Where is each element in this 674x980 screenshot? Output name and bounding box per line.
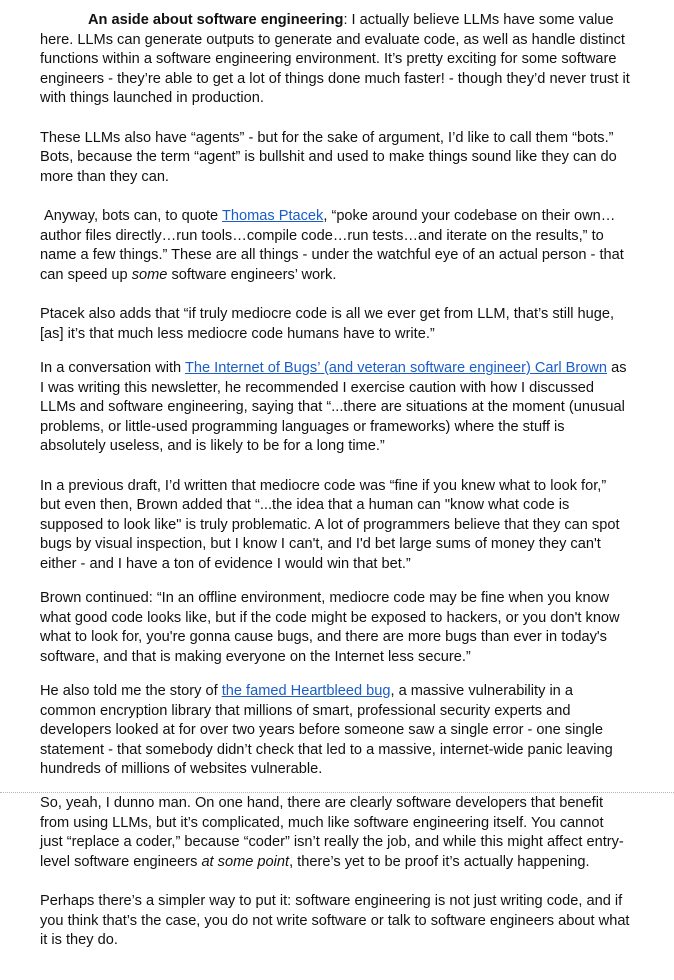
document-body-continued — [40, 794, 630, 951]
paragraph-agents: These LLMs also have “agents” - but for the sake of argument, I’d like to call them “bots.” Bots, because the term “agent” is bullshit and used to make things sound like they can do more than they can. — [40, 129, 617, 185]
paragraph-brown-continued: Brown continued: “In an offline environment, mediocre code may be fine when you know what good code looks like, but if the code might be exposed to hackers, or you don't know what to look for, you're gonna cause bugs, and there are more bugs than ever in today's software, and that is making everyone on the Internet less secure.” — [40, 590, 620, 665]
link-heartbleed-bug[interactable]: the famed Heartbleed bug — [221, 683, 391, 699]
aside-heading: An aside about software engineering — [88, 12, 344, 28]
document-body — [40, 11, 630, 780]
paragraph-conclusion: So, yeah, I dunno man. On one hand, there are clearly software developers that benefit from using LLMs, but it’s complicated, much like software engineering itself. You cannot just “replace a coder,” because “coder” isn’t really the job, and while this might affect entry-level software engineers at some point, there’s yet to be proof it’s actually happening. — [40, 795, 624, 870]
paragraph-previous-draft: In a previous draft, I’d written that mediocre code was “fine if you knew what to look for,” but even then, Brown added that “...the idea that a human can "know what code is supposed to look like" is truly problematic. A lot of programmers believe that they can spot bugs by visual inspection, but I know I can't, and I'd bet large sums of money they can't either - and I have a ton of evidence I would win that bet.” — [40, 477, 620, 572]
link-thomas-ptacek[interactable]: Thomas Ptacek — [221, 208, 324, 224]
paragraph-carl-brown: In a conversation with The Internet of Bugs’ (and veteran software engineer) Carl Brown as I was writing this newsletter, he recommended I exercise caution with how I discussed LLMs and software engineering, saying that “...there are situations at the moment (unusual problems, or little-used programming languages or frameworks) where the stuff is absolutely useless, and is likely to be for a long time.” — [40, 360, 627, 454]
paragraph-ptacek-quote: Ptacek also adds that “if truly mediocre code is all we ever get from LLM, that’s still huge, [as] it’s that much less mediocre code humans have to write.” — [40, 306, 615, 342]
link-carl-brown[interactable]: The Internet of Bugs’ (and veteran software engineer) Carl Brown — [184, 360, 608, 376]
paragraph-heartbleed: He also told me the story of the famed Heartbleed bug, a massive vulnerability in a common encryption library that millions of smart, professional security experts and developers looked at for over two years before someone saw a single error - one single statement - that somebody didn’t check that led to a massive, internet-wide panic leaving hundreds of millions of websites vulnerable. — [40, 683, 613, 777]
paragraph-simpler-way: Perhaps there’s a simpler way to put it: software engineering is not just writing code, and if you think that’s the case, you do not write software or talk to software engineers about what it is they do. — [40, 893, 630, 948]
paragraph-aside: An aside about software engineering: I actually believe LLMs have some value here. LLMs can generate outputs to generate and evaluate code, as well as handle distinct functions within a software engineering environment. It’s pretty exciting for some software engineers - they’re able to get a lot of things done much faster! - though they’d never trust it with things launched in production. — [40, 12, 630, 106]
page-divider — [0, 792, 674, 793]
paragraph-bots: Anyway, bots can, to quote Thomas Ptacek, “poke around your codebase on their own…author files directly…run tools…compile code…run tests…and iterate on the results,” to name a few things.” These are all things - under the watchful eye of an actual person - that can speed up some software engineers’ work. — [40, 208, 624, 283]
